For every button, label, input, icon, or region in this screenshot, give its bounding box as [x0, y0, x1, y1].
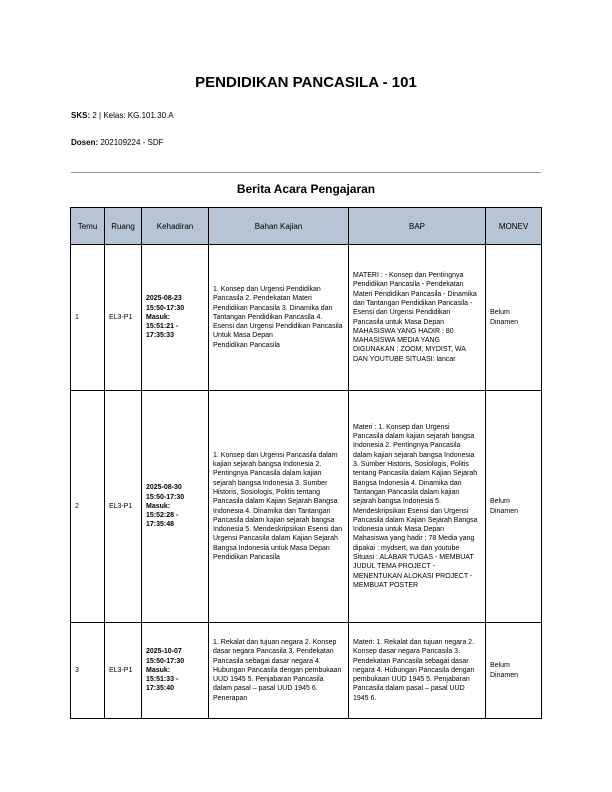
- lecturer-value: 202109224 - SDF: [100, 138, 164, 147]
- table-header-row: [71, 208, 542, 245]
- cell-bahan-kajian: 1. Konsep dan Urgensi Pancasila dalam kajian sejarah bangsa Indonesia 2. Pentingnya Pancasila dalam kajian sejarah bangsa Indonesia 3. Sumber Historis, Sosiologis, Politis tentang Pancasila dalam Kajian Sejarah Bangsa Indonesia 4. Dinamika dan Tantangan Pancasila dalam kajian sejarah bangsa Indonesia 5. Mendeskripsikan Esensi dan Urgensi Pancasila dalam Kajian Sejarah Bangsa Indonesia untuk Masa Depan Pendidikan Pancasila: [209, 391, 349, 623]
- cell-monev: Belum Dinamen: [486, 245, 542, 391]
- cell-temu: 3: [71, 623, 105, 719]
- divider: [71, 172, 541, 173]
- cell-ruang: EL3-P1: [105, 391, 142, 623]
- course-title: PENDIDIKAN PANCASILA - 101: [195, 74, 417, 91]
- cell-kehadiran: 2025-10-07 15:50-17:30 Masuk: 15:51:33 - 17:35:40: [142, 623, 209, 719]
- cell-bap: Materi: 1. Rekalat dan tujuan negara 2. Konsep dasar negara Pancasila 3. Pendekatan Pancasila sebagai dasar negara 4. Hubungan Pancasila dengan pembukaan UUD 1945 5. Penjabaran Pancasila dalam pasal – pasal UUD 1945 6.: [349, 623, 486, 719]
- cell-kehadiran: 2025-08-30 15:50-17:30 Masuk: 15:52:28 - 17:35:48: [142, 391, 209, 623]
- header-monev: MONEV: [486, 208, 542, 245]
- section-title: Berita Acara Pengajaran: [236, 182, 376, 196]
- lecturer-label: Dosen:: [71, 138, 99, 147]
- lecturer-info: [71, 138, 164, 147]
- header-ruang: Ruang: [105, 208, 142, 245]
- cell-bahan-kajian: 1. Rekalat dan tujuan negara 2. Konsep dasar negara Pancasila 3. Pendekatan Pancasila sebagai dasar negara 4. Hubungan Pancasila dengan pembukaan UUD 1945 5. Penjabaran Pancasila dalam pasal – pasal UUD 1945 6. Penerapan: [209, 623, 349, 719]
- cell-temu: 1: [71, 245, 105, 391]
- cell-temu: 2: [71, 391, 105, 623]
- cell-ruang: EL3-P1: [105, 245, 142, 391]
- header-temu: Temu: [71, 208, 105, 245]
- sks-class-info: [71, 111, 174, 120]
- table-row: [71, 245, 542, 391]
- cell-monev: Belum Dinamen: [486, 623, 542, 719]
- sks-label: SKS:: [71, 111, 91, 120]
- header-kehadiran: Kehadiran: [142, 208, 209, 245]
- cell-bap: MATERI : - Konsep dan Pentingnya Pendidikan Pancasila - Pendekatan Materi Pendidikan Pancasila - Dinamika dan Tantangan Pendidikan Pancasila - Esensi dan Urgensi Pendidikan Pancasila untuk Masa Depan MAHASISWA YANG HADIR : 80 MAHASISWA MEDIA YANG DIGUNAKAN : ZOOM, MYDIST, WA DAN YOUTUBE SITUASI: lancar: [349, 245, 486, 391]
- header-bap: BAP: [349, 208, 486, 245]
- teaching-report-table: [70, 207, 542, 719]
- header-bahan-kajian: Bahan Kajian: [209, 208, 349, 245]
- cell-monev: Belum Dinamen: [486, 391, 542, 623]
- table-row: [71, 391, 542, 623]
- sks-class-value: 2 | Kelas: KG.101.30.A: [92, 111, 174, 120]
- cell-bahan-kajian: 1. Konsep dan Urgensi Pendidikan Pancasila 2. Pendekatan Materi Pendidikan Pancasila 3. Dinamika dan Tantangan Pendidikan Pancasila 4. Esensi dan Urgensi Pendidikan Pancasila Untuk Masa Depan Pendidikan Pancasila: [209, 245, 349, 391]
- cell-kehadiran: 2025-08-23 15:50-17:30 Masuk: 15:51:21 - 17:35:33: [142, 245, 209, 391]
- cell-ruang: EL3-P1: [105, 623, 142, 719]
- cell-bap: Materi : 1. Konsep dan Urgensi Pancasila dalam kajian sejarah bangsa Indonesia 2. Pentingnya Pancasila dalam kajian sejarah bangsa Indonesia 3. Sumber Historis, Sosiologis, Politis tentang Pancasila dalam Kajian Sejarah Bangsa Indonesia 4. Dinamika dan Tantangan Pancasila dalam kajian sejarah bangsa Indonesia 5. Mendeskripsikan Esensi dan Urgensi Pancasila dalam Kajian Sejarah Bangsa Indonesia untuk Masa Depan Mahasiswa yang hadir : 78 Media yang dipakai : mydsert, wa dan youtube Situasi : ALABAR TUGAS - MEMBUAT JUDUL TEMA PROJECT - MENENTUKAN ALOKASI PROJECT - MEMBUAT POSTER: [349, 391, 486, 623]
- table-row: [71, 623, 542, 719]
